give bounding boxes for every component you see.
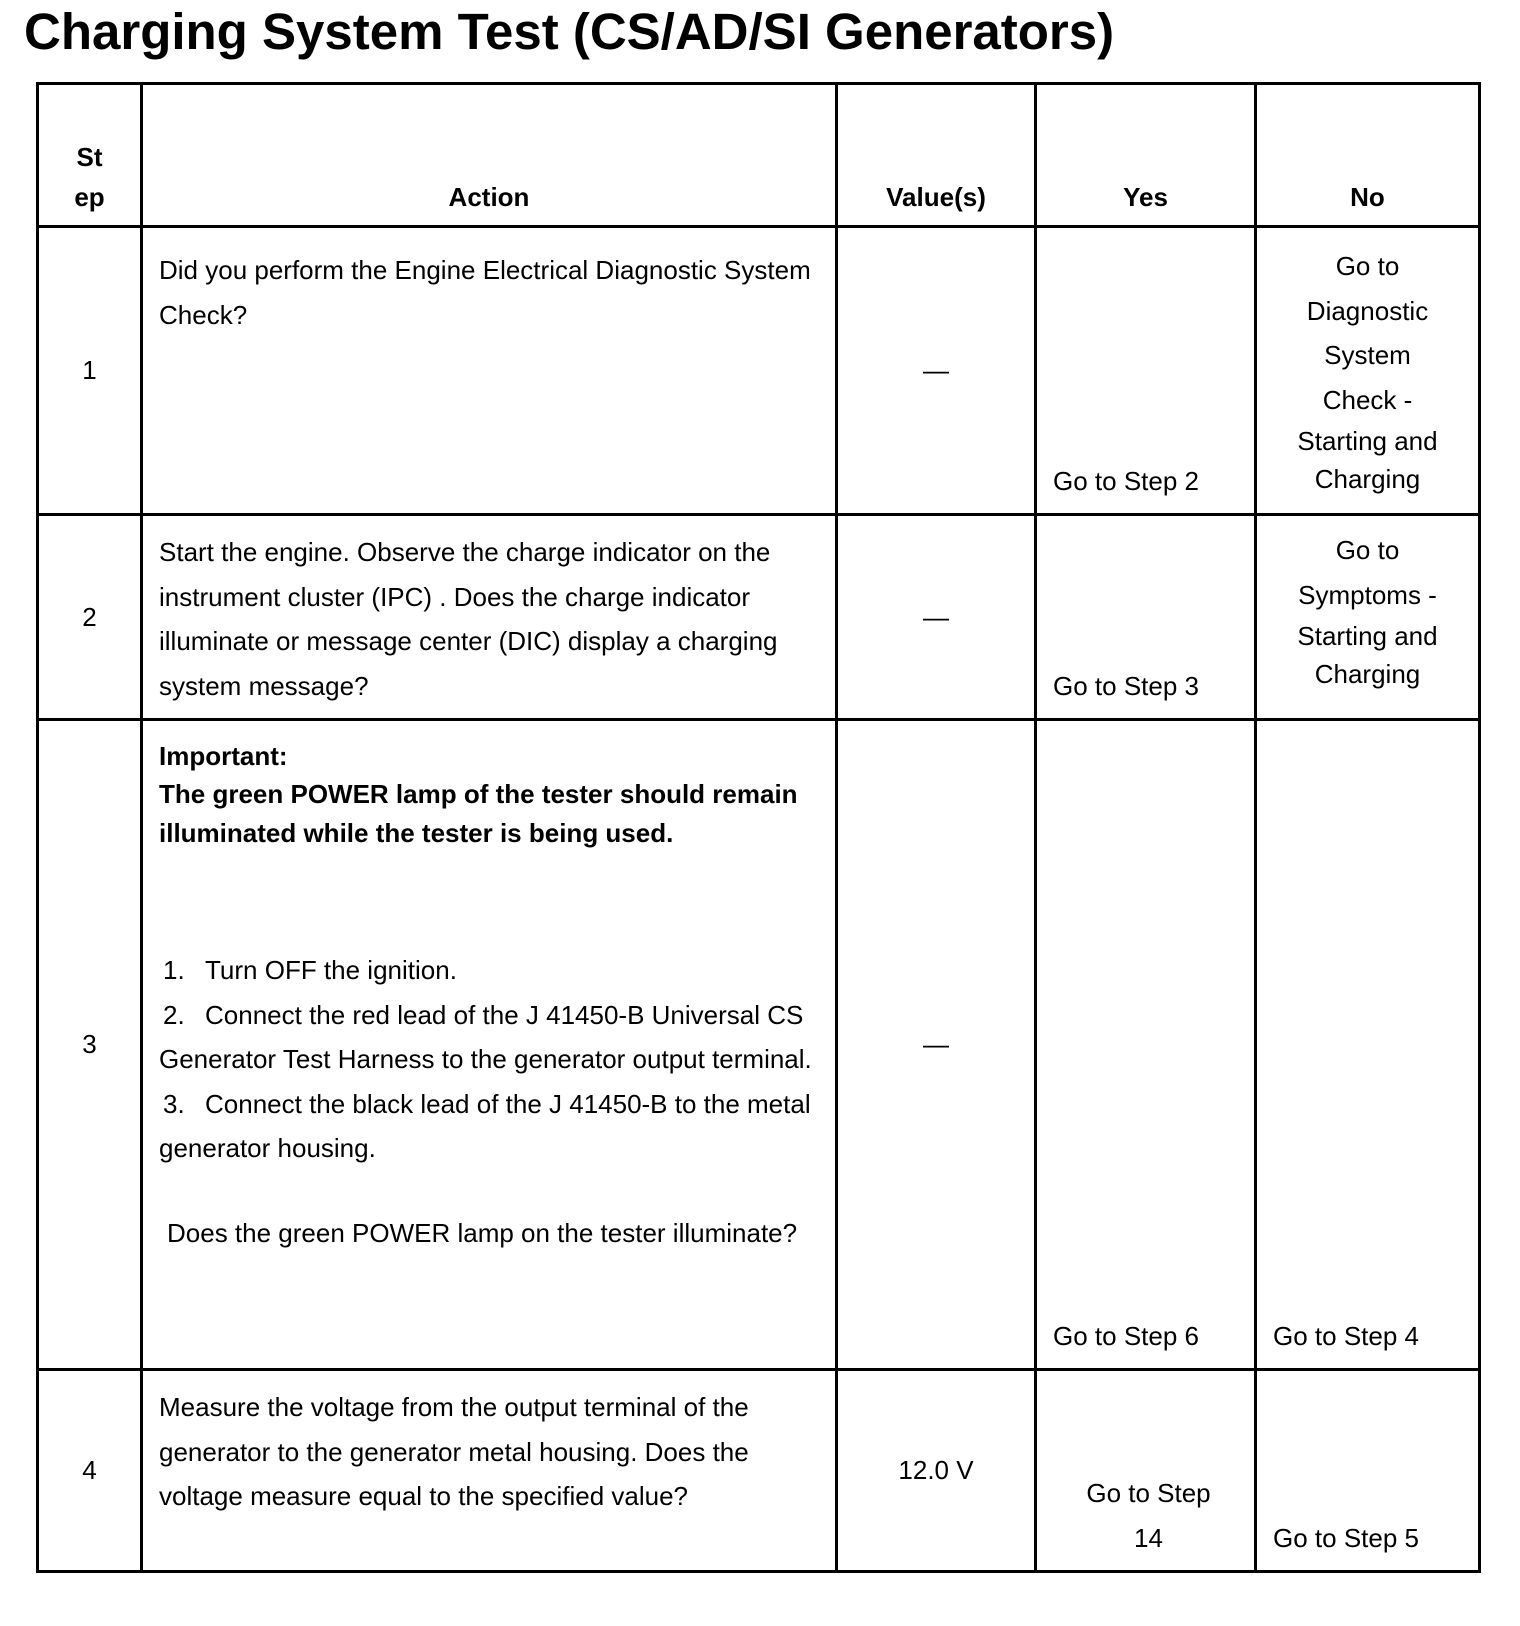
no-line: Charging	[1314, 464, 1421, 494]
list-number: 1.	[163, 955, 185, 985]
no-line: Check -	[1322, 384, 1413, 415]
step-number: 2	[38, 515, 142, 720]
list-item	[159, 993, 821, 1082]
step-number: 3	[38, 720, 142, 1370]
action-text: Did you perform the Engine Electrical Diagnostic System Check?	[142, 227, 837, 515]
header-yes: Yes	[1036, 84, 1256, 227]
no-line: Symptoms -	[1298, 579, 1437, 610]
no-link[interactable]	[1256, 515, 1480, 720]
list-item	[159, 948, 821, 993]
step-number: 4	[38, 1370, 142, 1572]
no-line: Charging	[1314, 659, 1421, 689]
yes-link[interactable]: Go to Step 3	[1036, 515, 1256, 720]
header-step	[38, 84, 142, 227]
important-note: The green POWER lamp of the tester should remain illuminated while the tester is being used.	[159, 779, 798, 848]
list-number: 2.	[163, 999, 185, 1030]
no-line: Starting and	[1297, 621, 1438, 651]
value-text: —	[837, 720, 1036, 1370]
action-text	[142, 720, 837, 1370]
page-title: Charging System Test (CS/AD/SI Generators)	[24, 3, 1115, 60]
yes-link[interactable]: Go to Step 2	[1036, 227, 1256, 515]
yes-link[interactable]	[1036, 1370, 1256, 1572]
no-line: Go to	[1335, 251, 1400, 281]
important-label: Important:	[159, 741, 288, 771]
yes-line: Go to Step	[1086, 1478, 1211, 1508]
list-number: 3.	[163, 1088, 185, 1119]
list-text: Turn OFF the ignition.	[205, 955, 457, 985]
table-row	[38, 515, 1480, 720]
no-line: Diagnostic	[1306, 295, 1429, 326]
no-line: System	[1324, 340, 1411, 370]
no-link[interactable]: Go to Step 4	[1256, 720, 1480, 1370]
no-link[interactable]: Go to Step 5	[1256, 1370, 1480, 1572]
header-action: Action	[142, 84, 837, 227]
header-step-line2: ep	[74, 182, 105, 212]
list-text: Connect the black lead of the J 41450-B to the metal generator housing.	[159, 1088, 811, 1163]
header-step-line1: St	[76, 142, 103, 172]
yes-link[interactable]: Go to Step 6	[1036, 720, 1256, 1370]
table-header-row	[38, 84, 1480, 227]
value-text: —	[837, 515, 1036, 720]
action-text: Measure the voltage from the output terminal of the generator to the generator metal housing. Does the voltage measure equal to the specified value?	[142, 1370, 837, 1572]
yes-line: 14	[1134, 1522, 1163, 1553]
no-line: Go to	[1335, 535, 1400, 565]
procedure-list	[159, 948, 821, 1171]
step-number: 1	[38, 227, 142, 515]
action-text: Start the engine. Observe the charge indicator on the instrument cluster (IPC) . Does the charge indicator illuminate or message center (DIC) display a charging system message?	[142, 515, 837, 720]
question-text: Does the green POWER lamp on the tester illuminate?	[167, 1217, 798, 1248]
table-row	[38, 227, 1480, 515]
diagnostic-table	[36, 82, 1481, 1573]
value-text: —	[837, 227, 1036, 515]
header-no: No	[1256, 84, 1480, 227]
no-link[interactable]	[1256, 227, 1480, 515]
table-row	[38, 720, 1480, 1370]
header-values: Value(s)	[837, 84, 1036, 227]
table-row	[38, 1370, 1480, 1572]
no-line: Starting and	[1297, 426, 1438, 456]
value-text: 12.0 V	[837, 1370, 1036, 1572]
list-text: Connect the red lead of the J 41450-B Universal CS Generator Test Harness to the generator output terminal.	[159, 999, 812, 1074]
list-item	[159, 1082, 821, 1171]
